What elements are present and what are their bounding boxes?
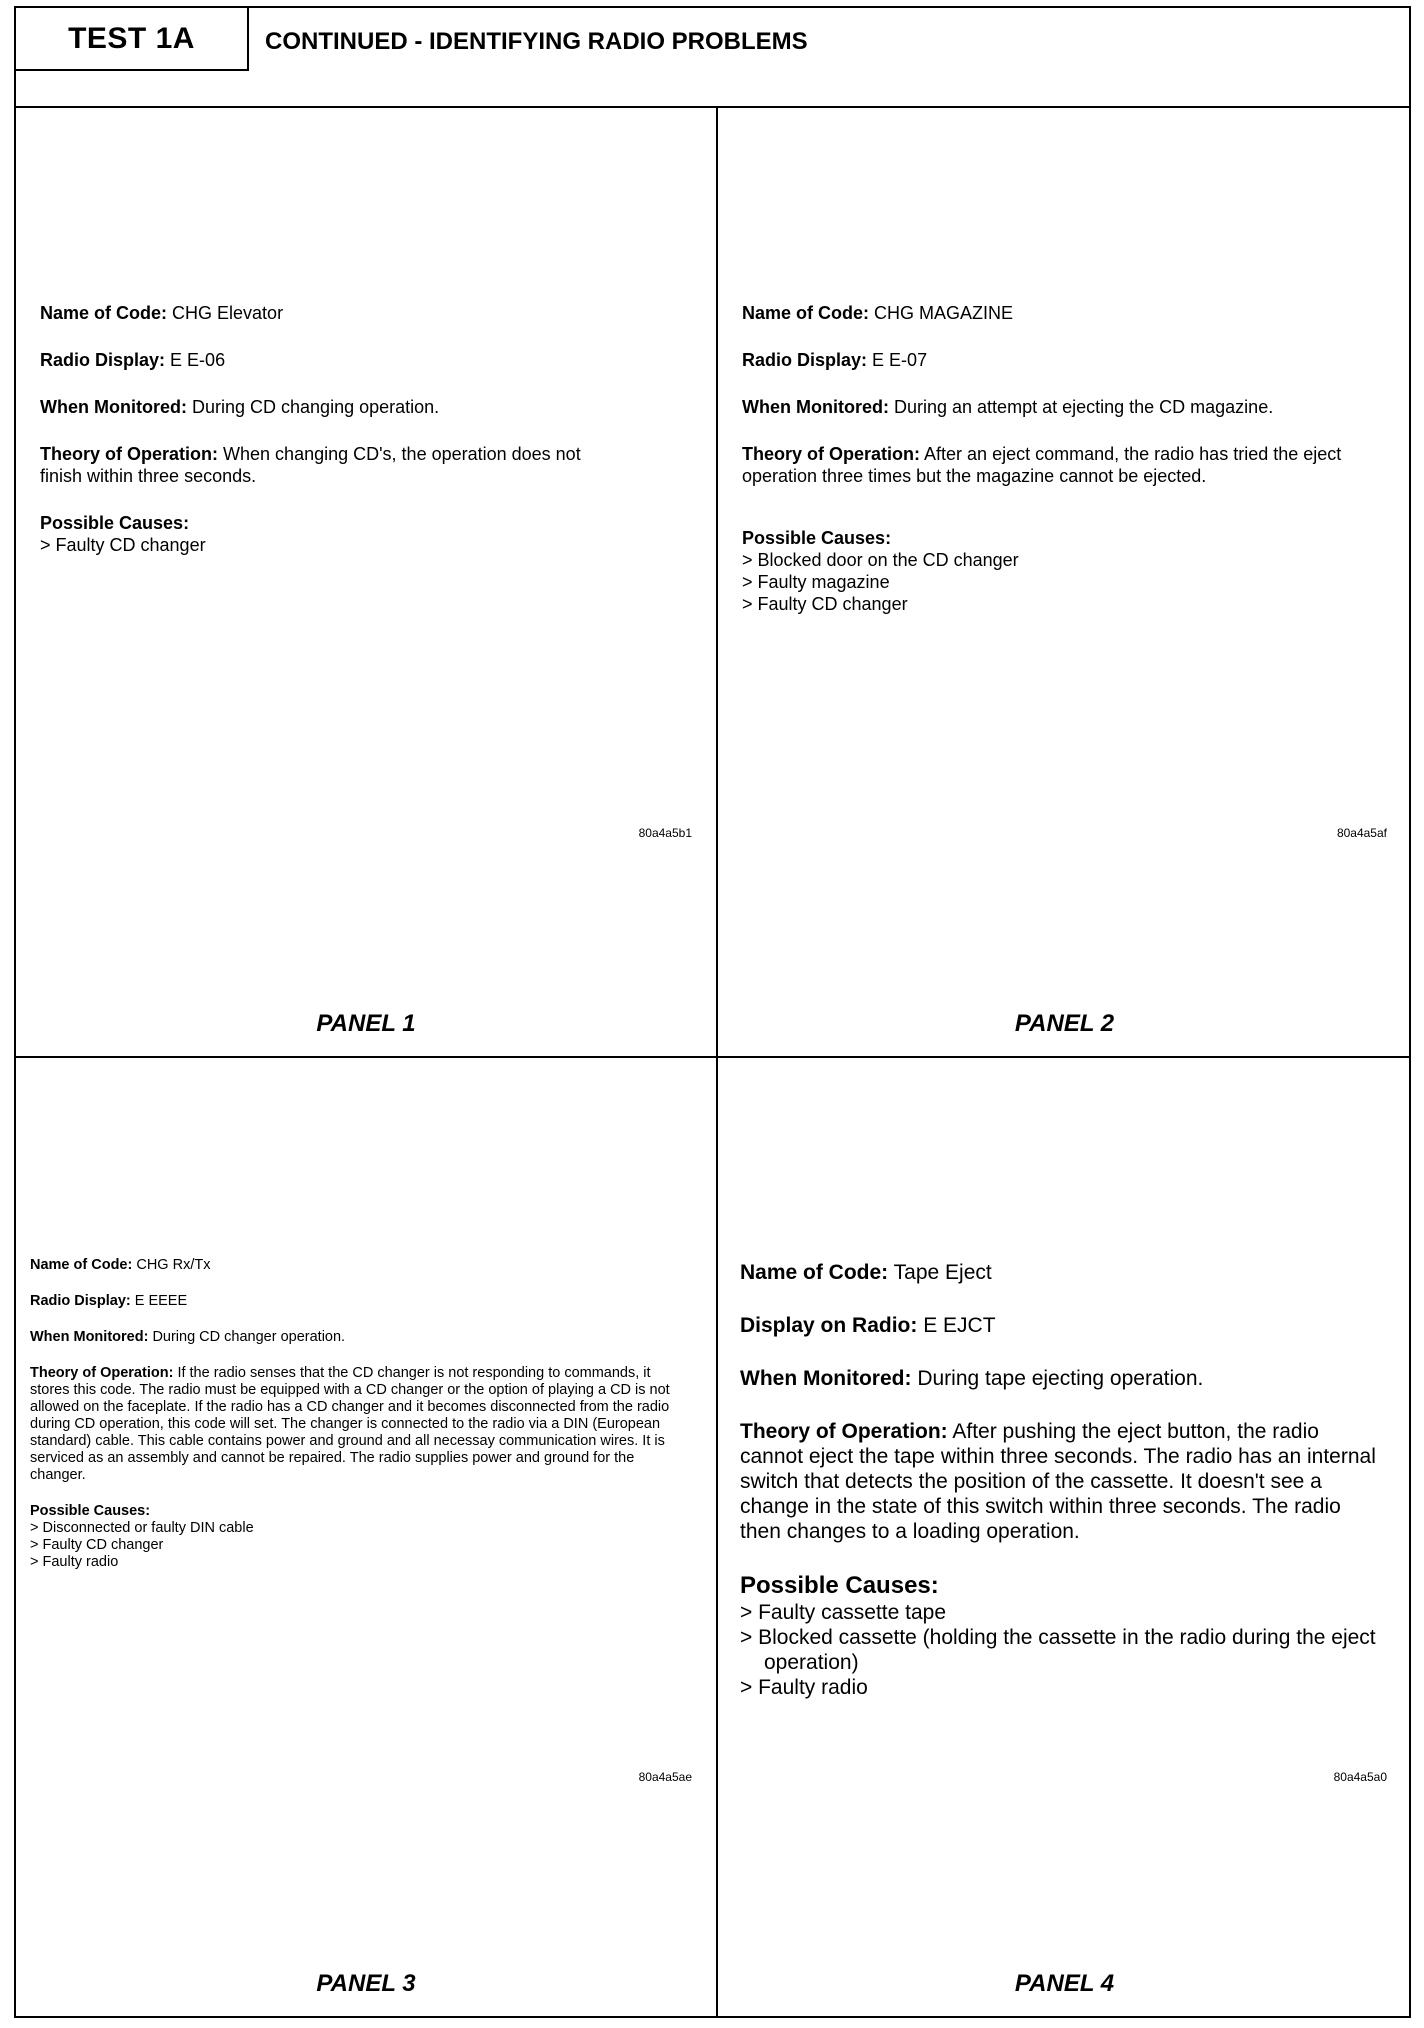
panel-label: PANEL 3 <box>316 1970 416 1997</box>
panel-content <box>40 302 692 556</box>
radio-display-row <box>742 349 1387 371</box>
panel-label: PANEL 1 <box>316 1010 416 1037</box>
theory-label: Theory of Operation: <box>40 444 219 464</box>
radio-display-value: E EJCT <box>923 1314 996 1337</box>
panel-content <box>740 1260 1387 1700</box>
when-monitored-row <box>742 396 1387 418</box>
cause-item: > Disconnected or faulty DIN cable <box>30 1520 254 1536</box>
panel-1 <box>16 110 716 1056</box>
theory-label: Theory of Operation: <box>742 444 921 464</box>
code-name-label: Name of Code: <box>30 1257 133 1273</box>
theory-value: After an eject command, the radio has tried the eject operation three times but the magazine cannot be ejected. <box>742 444 1342 486</box>
when-monitored-label: When Monitored: <box>742 397 889 417</box>
code-name-value: CHG Rx/Tx <box>136 1257 211 1273</box>
when-monitored-row <box>40 396 692 418</box>
cause-item: > Blocked door on the CD changer <box>742 550 1019 570</box>
figure-code: 80a4a5af <box>1336 826 1387 840</box>
cause-item: > Blocked cassette (holding the cassette in the radio during the eject operation) <box>740 1626 1376 1674</box>
page-frame <box>14 6 1411 2018</box>
when-monitored-value: During CD changer operation. <box>152 1329 346 1345</box>
code-name-row <box>740 1260 1387 1285</box>
when-monitored-row <box>740 1366 1387 1391</box>
code-name-row <box>742 302 1387 324</box>
panel-label: PANEL 4 <box>1014 1970 1115 1997</box>
code-name-label: Name of Code: <box>40 303 168 323</box>
cause-item: > Faulty CD changer <box>40 535 206 555</box>
code-name-row <box>30 1257 692 1274</box>
when-monitored-label: When Monitored: <box>30 1329 149 1345</box>
possible-causes-heading: Possible Causes: <box>740 1572 939 1599</box>
when-monitored-value: During CD changing operation. <box>192 397 440 417</box>
code-name-label: Name of Code: <box>740 1261 889 1284</box>
cause-item: > Faulty radio <box>30 1554 119 1570</box>
cause-item: > Faulty cassette tape <box>740 1601 947 1624</box>
theory-row <box>740 1419 1380 1544</box>
figure-code: 80a4a5ae <box>638 1770 692 1784</box>
cause-item: > Faulty CD changer <box>30 1537 164 1553</box>
when-monitored-label: When Monitored: <box>740 1367 912 1390</box>
possible-causes-heading: Possible Causes: <box>40 513 190 533</box>
when-monitored-value: During an attempt at ejecting the CD magazine. <box>894 397 1274 417</box>
possible-causes-list <box>40 534 692 556</box>
radio-display-label: Radio Display: <box>40 350 166 370</box>
radio-display-value: E E-06 <box>170 350 226 370</box>
code-name-value: CHG Elevator <box>172 303 284 323</box>
panel-2 <box>718 110 1411 1056</box>
radio-display-label: Display on Radio: <box>740 1314 918 1337</box>
possible-causes-list <box>30 1520 692 1571</box>
page-title: CONTINUED - IDENTIFYING RADIO PROBLEMS <box>265 28 808 55</box>
test-label: TEST 1A <box>16 8 249 71</box>
code-name-value: Tape Eject <box>893 1261 992 1284</box>
theory-value: If the radio senses that the CD changer is not responding to commands, it stores this code. The radio must be equipped with a CD changer or the option of playing a CD is not allowed on the faceplate. If the radio has a CD changer and it becomes disconnected from the radio during CD operation, this code will set. The changer is connected to the radio via a DIN (European standard) cable. This cable contains power and ground and all necessay communication wires. It is serviced as an assembly and cannot be repaired. The radio supplies power and ground for the changer. <box>30 1365 670 1483</box>
cause-item: > Faulty magazine <box>742 572 890 592</box>
radio-display-row <box>40 349 692 371</box>
panel-label: PANEL 2 <box>1014 1010 1115 1037</box>
radio-display-label: Radio Display: <box>30 1293 131 1309</box>
theory-label: Theory of Operation: <box>30 1365 174 1381</box>
panel-4 <box>718 1058 1411 2018</box>
radio-display-row <box>740 1313 1387 1338</box>
cause-item: > Faulty radio <box>740 1676 868 1699</box>
theory-value: After pushing the eject button, the radio cannot eject the tape within three seconds. The radio has an internal switch that detects the position of the cassette. It doesn't see a change in the state of this switch within three seconds. The radio then changes to a loading operation. <box>740 1420 1376 1543</box>
theory-label: Theory of Operation: <box>740 1420 948 1443</box>
radio-display-value: E EEEE <box>134 1293 188 1309</box>
theory-row <box>30 1365 686 1484</box>
figure-code: 80a4a5a0 <box>1333 1770 1387 1784</box>
figure-code: 80a4a5b1 <box>638 826 692 840</box>
panel-content <box>30 1257 692 1571</box>
possible-causes-list <box>742 549 1387 615</box>
code-name-row <box>40 302 692 324</box>
theory-value: When changing CD's, the operation does not finish within three seconds. <box>40 444 581 486</box>
radio-display-value: E E-07 <box>872 350 928 370</box>
code-name-value: CHG MAGAZINE <box>874 303 1014 323</box>
when-monitored-label: When Monitored: <box>40 397 187 417</box>
theory-row <box>40 443 600 487</box>
cause-item: > Faulty CD changer <box>742 594 908 614</box>
when-monitored-value: During tape ejecting operation. <box>917 1367 1204 1390</box>
code-name-label: Name of Code: <box>742 303 870 323</box>
panel-content <box>742 302 1387 615</box>
possible-causes-list <box>740 1600 1380 1700</box>
page-header <box>16 8 1409 108</box>
possible-causes-heading: Possible Causes: <box>30 1503 151 1519</box>
panel-3 <box>16 1058 716 2018</box>
radio-display-row <box>30 1293 692 1310</box>
theory-row <box>742 443 1362 487</box>
radio-display-label: Radio Display: <box>742 350 868 370</box>
possible-causes-heading: Possible Causes: <box>742 528 892 548</box>
when-monitored-row <box>30 1329 692 1346</box>
